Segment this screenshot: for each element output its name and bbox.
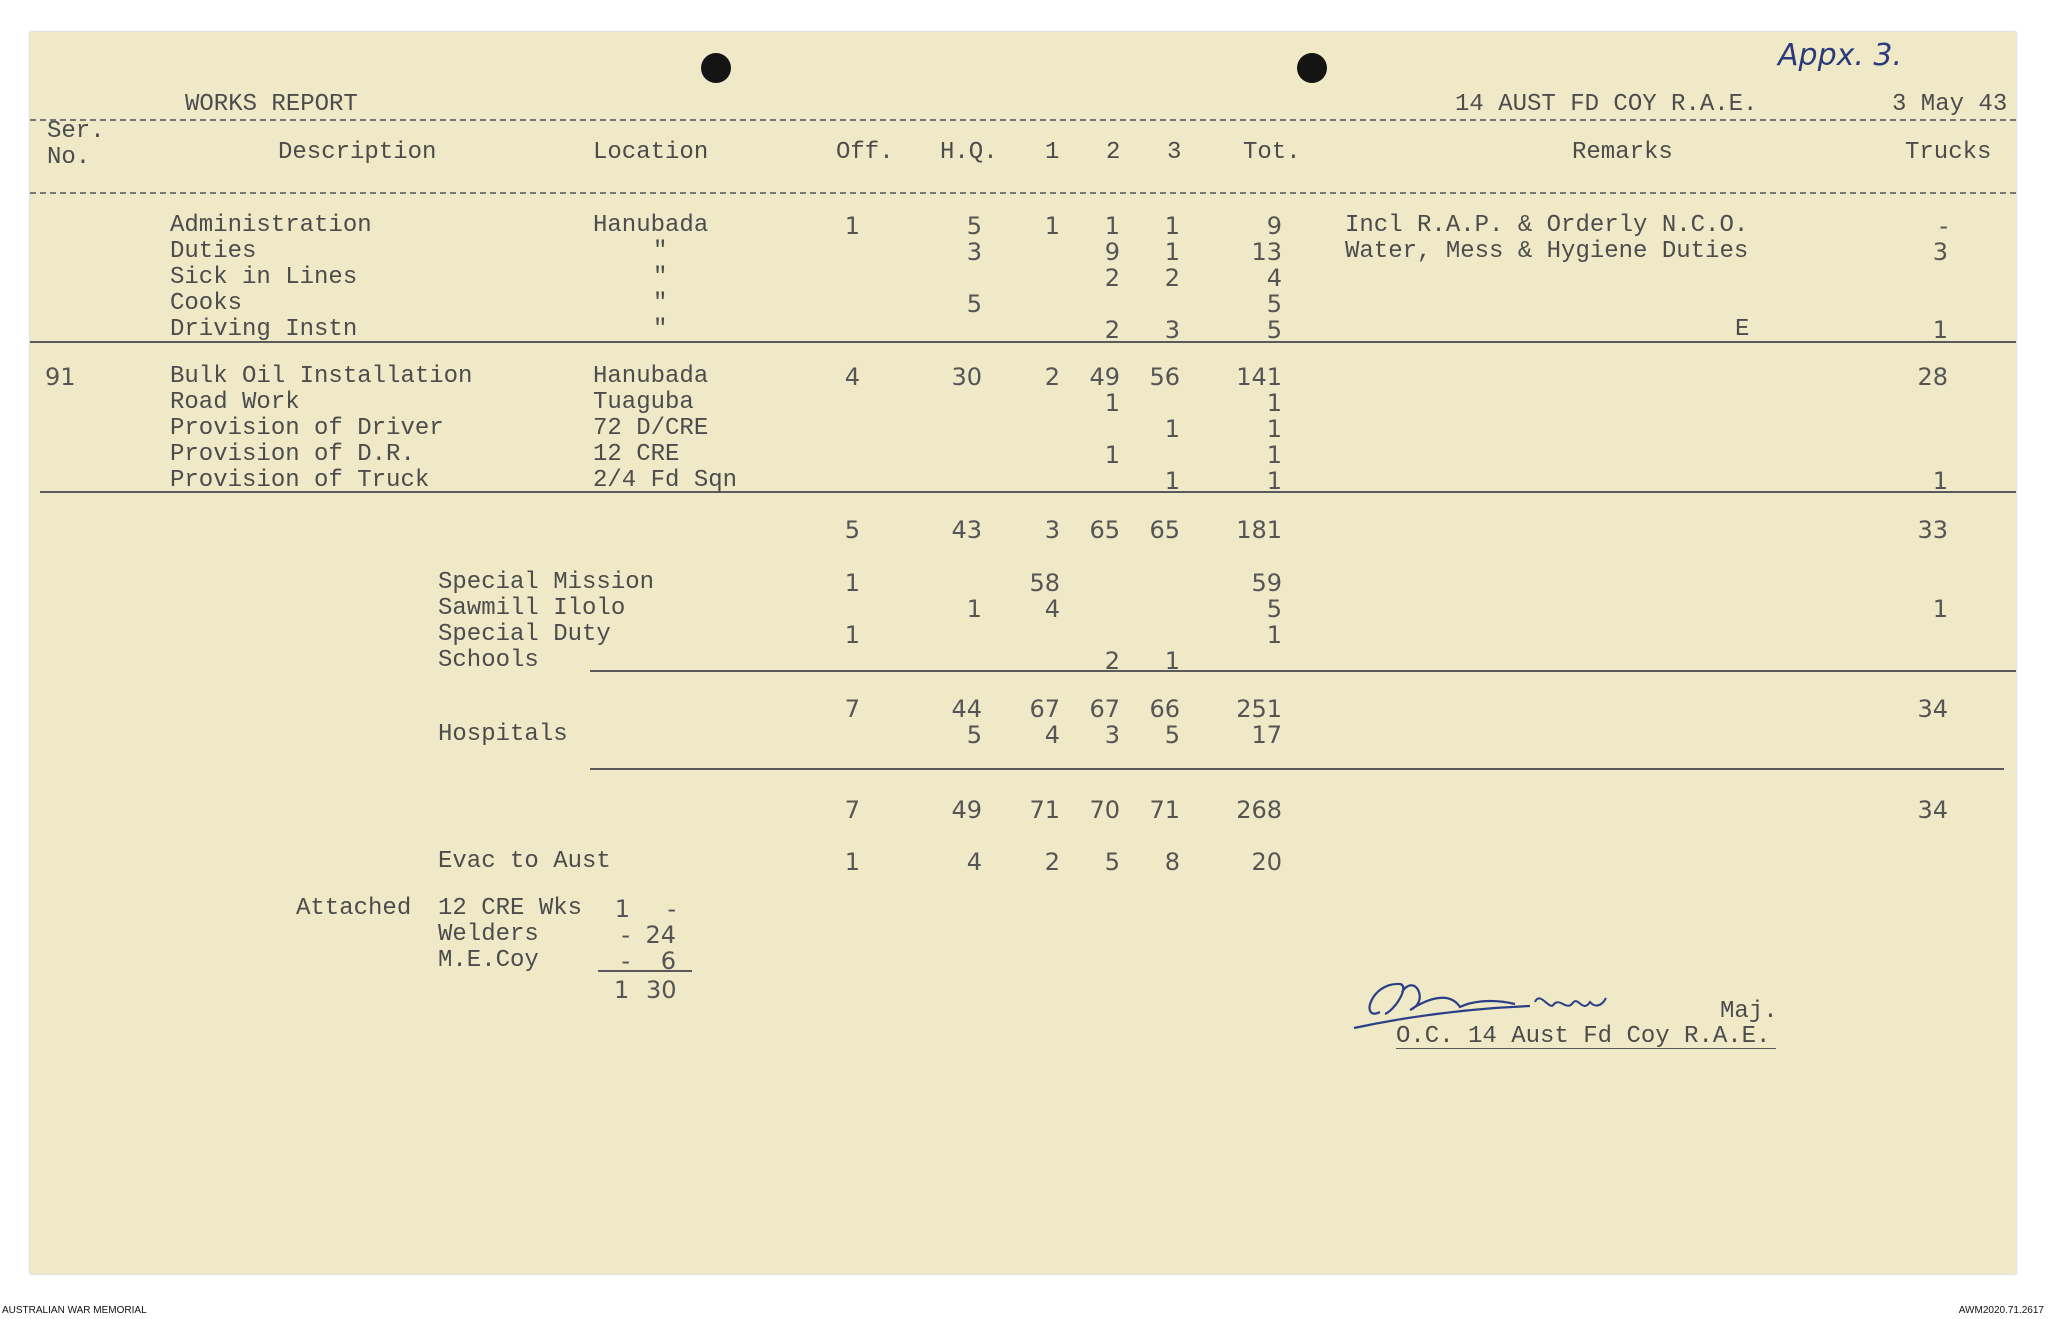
total-c2: 70 bbox=[1089, 796, 1120, 824]
row-off: 4 bbox=[844, 363, 860, 391]
report-date: 3 May 43 bbox=[1892, 91, 2008, 118]
evac-label: Evac to Aust bbox=[438, 848, 611, 875]
row-tot: 9 bbox=[1266, 212, 1282, 240]
row-description: Administration bbox=[170, 212, 372, 239]
row-tot: 1 bbox=[1266, 621, 1282, 649]
hospitals-c3: 5 bbox=[1164, 721, 1180, 749]
header-rule bbox=[30, 119, 2016, 121]
subtotal1-c2: 65 bbox=[1089, 516, 1120, 544]
row-trucks: 3 bbox=[1932, 238, 1948, 266]
row-c2: 2 bbox=[1104, 316, 1120, 344]
subtotal1-tot: 181 bbox=[1236, 516, 1282, 544]
row-location: " bbox=[653, 316, 668, 343]
row-c2: 1 bbox=[1104, 441, 1120, 469]
row-description: Schools bbox=[438, 647, 539, 674]
row-c1: 4 bbox=[1044, 595, 1060, 623]
row-c2: 49 bbox=[1089, 363, 1120, 391]
hospitals-hq: 5 bbox=[966, 721, 982, 749]
row-c3: 56 bbox=[1149, 363, 1180, 391]
col-description: Description bbox=[278, 139, 437, 166]
row-off: 1 bbox=[844, 212, 860, 240]
attached-total-a: 1 bbox=[614, 976, 630, 1004]
section-2-rule bbox=[40, 491, 2016, 493]
row-hq: 5 bbox=[966, 290, 982, 318]
attached-count-b: - bbox=[667, 895, 676, 923]
row-tot: 5 bbox=[1266, 595, 1282, 623]
attached-count-b: 6 bbox=[660, 947, 676, 975]
row-tot: 1 bbox=[1266, 467, 1282, 495]
row-hq: 1 bbox=[966, 595, 982, 623]
attached-name: Welders bbox=[438, 921, 539, 948]
punch-hole-right bbox=[1297, 53, 1327, 83]
row-description: Provision of Truck bbox=[170, 467, 430, 494]
col-1: 1 bbox=[1045, 139, 1060, 166]
report-title: WORKS REPORT bbox=[185, 91, 358, 118]
row-off: 1 bbox=[844, 569, 860, 597]
row-hq: 3 bbox=[966, 238, 982, 266]
attached-name: 12 CRE Wks bbox=[438, 895, 583, 922]
hospitals-rule bbox=[590, 768, 2004, 770]
column-header-rule bbox=[30, 192, 2016, 194]
hospitals-c1: 4 bbox=[1044, 721, 1060, 749]
section-3-rule bbox=[590, 670, 2016, 672]
row-c2: 2 bbox=[1104, 647, 1120, 675]
subtotal1-trucks: 33 bbox=[1917, 516, 1948, 544]
col-ser-no: Ser. No. bbox=[47, 118, 105, 171]
row-tot: 1 bbox=[1266, 389, 1282, 417]
subtotal1-c3: 65 bbox=[1149, 516, 1180, 544]
row-tot: 5 bbox=[1266, 290, 1282, 318]
row-c2: 1 bbox=[1104, 212, 1120, 240]
row-remarks: Water, Mess & Hygiene Duties bbox=[1345, 238, 1749, 265]
row-c3: 1 bbox=[1164, 238, 1180, 266]
row-location: " bbox=[653, 264, 668, 291]
appendix-note: Appx. 3. bbox=[1778, 38, 1903, 73]
row-description: Bulk Oil Installation bbox=[170, 363, 473, 390]
col-3: 3 bbox=[1167, 139, 1182, 166]
subtotal2-c2: 67 bbox=[1089, 695, 1120, 723]
row-description: Sick in Lines bbox=[170, 264, 358, 291]
row-hq: 5 bbox=[966, 212, 982, 240]
row-off: 1 bbox=[844, 621, 860, 649]
attached-sum-rule bbox=[598, 970, 692, 972]
signature-rule bbox=[1396, 1048, 1776, 1049]
row-description: Provision of Driver bbox=[170, 415, 444, 442]
row-description: Driving Instn bbox=[170, 316, 358, 343]
section-1-rule bbox=[30, 341, 2016, 343]
row-c3: 1 bbox=[1164, 467, 1180, 495]
row-remarks: Incl R.A.P. & Orderly N.C.O. bbox=[1345, 212, 1749, 239]
subtotal2-tot: 251 bbox=[1236, 695, 1282, 723]
row-description: Special Duty bbox=[438, 621, 611, 648]
attached-count-a: - bbox=[621, 947, 630, 975]
col-trucks: Trucks bbox=[1905, 139, 1992, 166]
footer-left: AUSTRALIAN WAR MEMORIAL bbox=[2, 1305, 147, 1316]
row-tot: 1 bbox=[1266, 441, 1282, 469]
attached-name: M.E.Coy bbox=[438, 947, 539, 974]
row-tot: 1 bbox=[1266, 415, 1282, 443]
attached-label: Attached bbox=[296, 895, 412, 922]
total-c1: 71 bbox=[1029, 796, 1060, 824]
attached-count-b: 24 bbox=[645, 921, 676, 949]
row-location: 12 CRE bbox=[593, 441, 680, 468]
row-location: Hanubada bbox=[593, 212, 709, 239]
evac-hq: 4 bbox=[966, 848, 982, 876]
subtotal2-trucks: 34 bbox=[1917, 695, 1948, 723]
row-c1: 58 bbox=[1029, 569, 1060, 597]
row-tot: 5 bbox=[1266, 316, 1282, 344]
subtotal1-hq: 43 bbox=[951, 516, 982, 544]
row-trucks: - bbox=[1939, 212, 1948, 240]
unit-name: 14 AUST FD COY R.A.E. bbox=[1455, 91, 1758, 118]
row-location: 72 D/CRE bbox=[593, 415, 709, 442]
row-hq: 30 bbox=[951, 363, 982, 391]
subtotal2-off: 7 bbox=[844, 695, 860, 723]
row-description: Cooks bbox=[170, 290, 243, 317]
evac-c1: 2 bbox=[1044, 848, 1060, 876]
footer-right: AWM2020.71.2617 bbox=[1958, 1305, 2044, 1316]
row-c3: 1 bbox=[1164, 212, 1180, 240]
row-description: Special Mission bbox=[438, 569, 655, 596]
subtotal1-c1: 3 bbox=[1044, 516, 1060, 544]
row-location: " bbox=[653, 290, 668, 317]
row-c3: 1 bbox=[1164, 647, 1180, 675]
row-location: " bbox=[653, 238, 668, 265]
col-location: Location bbox=[593, 139, 709, 166]
signature-rank: Maj. bbox=[1720, 998, 1778, 1025]
attached-count-a: - bbox=[621, 921, 630, 949]
row-trucks: 1 bbox=[1932, 467, 1948, 495]
row-c2: 2 bbox=[1104, 264, 1120, 292]
row-c1: 1 bbox=[1044, 212, 1060, 240]
row-description: Road Work bbox=[170, 389, 300, 416]
row-description: Duties bbox=[170, 238, 257, 265]
row-description: Sawmill Ilolo bbox=[438, 595, 626, 622]
signature-office: O.C. 14 Aust Fd Coy R.A.E. bbox=[1396, 1023, 1771, 1050]
row-c1: 2 bbox=[1044, 363, 1060, 391]
row-description: Provision of D.R. bbox=[170, 441, 415, 468]
row-trucks: 1 bbox=[1932, 316, 1948, 344]
hospitals-label: Hospitals bbox=[438, 721, 568, 748]
subtotal2-c3: 66 bbox=[1149, 695, 1180, 723]
evac-tot: 20 bbox=[1251, 848, 1282, 876]
row-c2: 9 bbox=[1104, 238, 1120, 266]
row-tot: 141 bbox=[1236, 363, 1282, 391]
attached-total-b: 30 bbox=[646, 976, 677, 1004]
total-off: 7 bbox=[844, 796, 860, 824]
attached-count-a: 1 bbox=[614, 895, 630, 923]
row-ser-no: 91 bbox=[45, 363, 76, 391]
row-c3: 1 bbox=[1164, 415, 1180, 443]
row-trucks: 1 bbox=[1932, 595, 1948, 623]
total-trucks: 34 bbox=[1917, 796, 1948, 824]
punch-hole-left bbox=[701, 53, 731, 83]
row-remarks: E bbox=[1735, 316, 1750, 343]
hospitals-c2: 3 bbox=[1104, 721, 1120, 749]
total-tot: 268 bbox=[1236, 796, 1282, 824]
hospitals-tot: 17 bbox=[1251, 721, 1282, 749]
col-2: 2 bbox=[1106, 139, 1121, 166]
subtotal2-c1: 67 bbox=[1029, 695, 1060, 723]
row-location: 2/4 Fd Sqn bbox=[593, 467, 738, 494]
row-tot: 59 bbox=[1251, 569, 1282, 597]
row-c2: 1 bbox=[1104, 389, 1120, 417]
col-off: Off. bbox=[836, 139, 894, 166]
document-page bbox=[30, 32, 2016, 1274]
row-c3: 2 bbox=[1164, 264, 1180, 292]
row-trucks: 28 bbox=[1917, 363, 1948, 391]
col-tot: Tot. bbox=[1243, 139, 1301, 166]
evac-c2: 5 bbox=[1104, 848, 1120, 876]
row-tot: 13 bbox=[1251, 238, 1282, 266]
row-c3: 3 bbox=[1164, 316, 1180, 344]
col-hq: H.Q. bbox=[940, 139, 998, 166]
row-location: Hanubada bbox=[593, 363, 709, 390]
subtotal1-off: 5 bbox=[844, 516, 860, 544]
col-remarks: Remarks bbox=[1572, 139, 1673, 166]
total-hq: 49 bbox=[951, 796, 982, 824]
evac-off: 1 bbox=[844, 848, 860, 876]
total-c3: 71 bbox=[1149, 796, 1180, 824]
row-location: Tuaguba bbox=[593, 389, 694, 416]
subtotal2-hq: 44 bbox=[951, 695, 982, 723]
row-tot: 4 bbox=[1266, 264, 1282, 292]
evac-c3: 8 bbox=[1164, 848, 1180, 876]
